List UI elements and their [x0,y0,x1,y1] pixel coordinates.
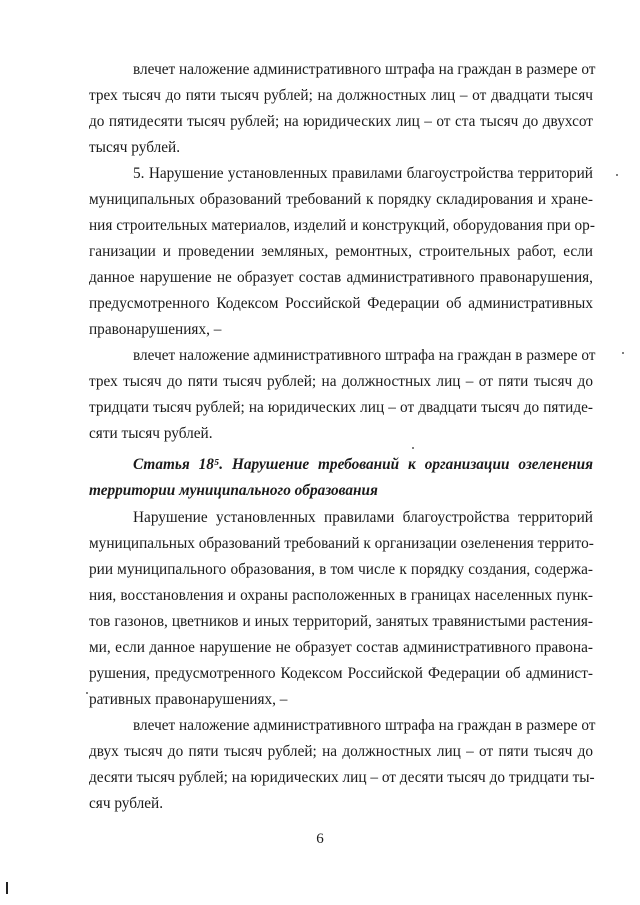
text-line: ративных правонарушениях, – [89,691,288,708]
scan-speck [616,174,618,176]
text-line: влечет наложение административного штрафа на граждан в размере от [133,347,596,364]
text-line: Нарушение установленных правилами благоустройства территорий [133,509,593,526]
text-line: рии муниципального образования, в том числе к порядку создания, содержа- [89,561,593,578]
text-line: 5. Нарушение установленных правилами благоустройства территорий [133,165,593,182]
text-line: ми, если данное нарушение не образует состав административного правона- [89,639,593,656]
text-line: данное нарушение не образует состав административного правонарушения, [89,269,593,286]
scan-speck [86,692,88,694]
scan-speck [412,447,414,449]
page-number: 6 [316,831,324,847]
text-line: трех тысяч до пяти тысяч рублей; на должностных лиц – от двадцати тысяч [89,87,593,104]
text-line: десяти тысяч рублей; на юридических лиц – от десяти тысяч до тридцати ты- [89,769,595,786]
text-line: влечет наложение административного штрафа на граждан в размере от [133,61,596,78]
text-line: сяти тысяч рублей. [89,425,213,442]
text-line: сяч рублей. [89,795,164,812]
text-line: до пятидесяти тысяч рублей; на юридических лиц – от ста тысяч до двухсот [89,113,593,130]
scan-speck [622,352,624,354]
text-line: тысяч рублей. [89,139,181,156]
text-line: рушения, предусмотренного Кодексом Российской Федерации об админист- [89,665,593,682]
text-line: ганизации и проведении земляных, ремонтных, строительных работ, если [89,243,593,260]
text-line: тридцати тысяч рублей; на юридических лиц – от двадцати тысяч до пятиде- [89,399,593,416]
scan-edge-mark [6,882,8,894]
text-line: двух тысяч до пяти тысяч рублей; на должностных лиц – от пяти тысяч до [89,743,593,760]
text-line: правонарушениях, – [89,321,222,338]
text-line: ния строительных материалов, изделий и конструкций, оборудования при ор- [89,217,595,234]
article-heading: Статья 18⁵. Нарушение требований к организации озеленения [133,456,593,473]
article-heading-continued: территории муниципального образования [89,482,378,499]
text-line: тов газонов, цветников и иных территорий, занятых травянистыми растения- [89,613,593,630]
text-line: влечет наложение административного штрафа на граждан в размере от [133,717,596,734]
text-line: предусмотренного Кодексом Российской Федерации об административных [89,295,593,312]
text-line: муниципальных образований требований к организации озеленения террито- [89,535,594,552]
text-line: трех тысяч до пяти тысяч рублей; на должностных лиц – от пяти тысяч до [89,373,593,390]
text-line: муниципальных образований требований к порядку складирования и хране- [89,191,593,208]
text-line: ния, восстановления и охраны расположенных в границах населенных пунк- [89,587,593,604]
